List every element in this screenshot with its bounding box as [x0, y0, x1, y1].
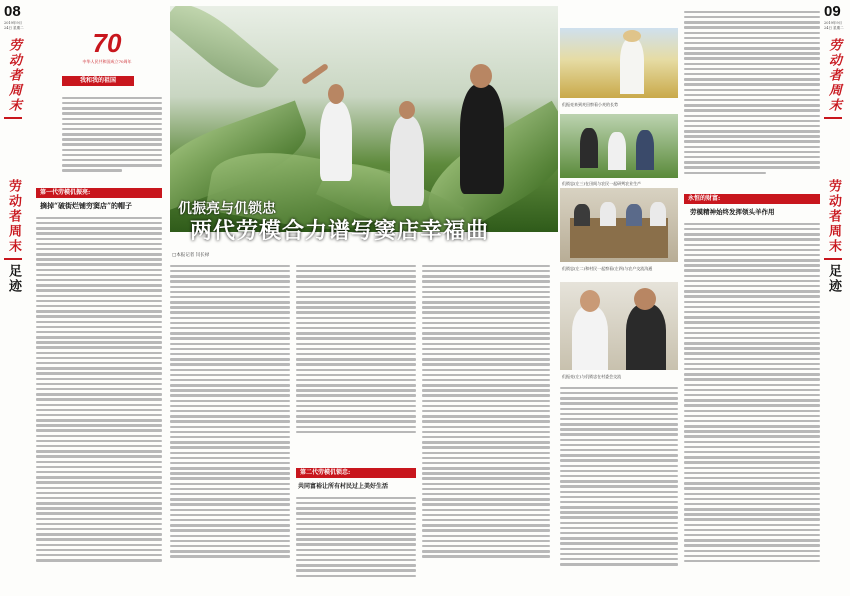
photo-two-models — [560, 282, 678, 370]
intro-text-block — [62, 94, 162, 184]
right-vertical-title: 劳动者周末 — [826, 179, 841, 254]
body-column-4 — [422, 262, 550, 592]
section-subhead-1: 摘掉“破街烂铺穷窦店”的帽子 — [40, 201, 133, 210]
section-subhead-3: 劳模精神始终发挥领头羊作用 — [690, 208, 775, 216]
right-page-number: 09 — [824, 3, 841, 20]
left-date: 2019年9月24日 星期二 — [4, 21, 24, 30]
left-masthead: 劳动者周末 — [6, 38, 21, 113]
caption-3: 仉锁忠(左二)和村民一起察看(左四)与农户交流沟通 — [562, 266, 653, 271]
article-headline: 两代劳模合力谱写窦店幸福曲 — [190, 219, 490, 244]
left-margin — [4, 4, 26, 592]
caption-1: 仉振亮来到麦田察看小麦的长势 — [562, 102, 618, 107]
anniversary-logo — [62, 28, 152, 78]
body-column-5 — [560, 384, 678, 592]
body-column-2 — [170, 262, 290, 592]
logo-subtitle: 中华人民共和国成立70周年 — [82, 59, 132, 64]
right-masthead: 劳动者周末 — [826, 38, 841, 113]
column-badge: 我和我的祖国 — [62, 76, 134, 86]
left-page-number: 08 — [4, 3, 21, 20]
left-section-label: 足迹 — [6, 264, 21, 294]
right-margin — [824, 4, 846, 592]
divider — [4, 258, 22, 260]
divider — [824, 117, 842, 119]
caption-4: 仉振亮(左)与仉锁忠在村委会交流 — [562, 374, 622, 379]
right-date: 2019年9月24日 星期二 — [824, 21, 844, 30]
right-section-label: 足迹 — [826, 264, 841, 294]
photo-field-inspection — [560, 114, 678, 178]
divider — [824, 258, 842, 260]
photo-wheat-field — [560, 28, 678, 98]
section-head-1: 第一代劳模仉振亮: — [36, 188, 162, 198]
body-column-7 — [684, 220, 820, 592]
divider — [4, 117, 22, 119]
left-vertical-title: 劳动者周末 — [6, 179, 21, 254]
section-head-2: 第二代劳模仉锁忠: — [296, 468, 416, 478]
article-kicker: 仉振亮与仉锁忠 — [178, 201, 276, 217]
body-column-6 — [684, 8, 820, 190]
caption-2: 仉锁忠(左三)在田间与农民一起研判农业生产 — [562, 181, 642, 186]
article-byline: □本报记者 闫长禄 — [172, 253, 210, 258]
body-column-1 — [36, 214, 162, 592]
section-subhead-2: 共同富裕让所有村民过上美好生活 — [298, 483, 389, 490]
photo-village-meeting — [560, 188, 678, 262]
body-column-3b — [296, 494, 416, 592]
body-column-3 — [296, 262, 416, 462]
logo-number: 70 — [92, 28, 122, 58]
section-head-3: 永恒的财富: — [684, 194, 820, 204]
